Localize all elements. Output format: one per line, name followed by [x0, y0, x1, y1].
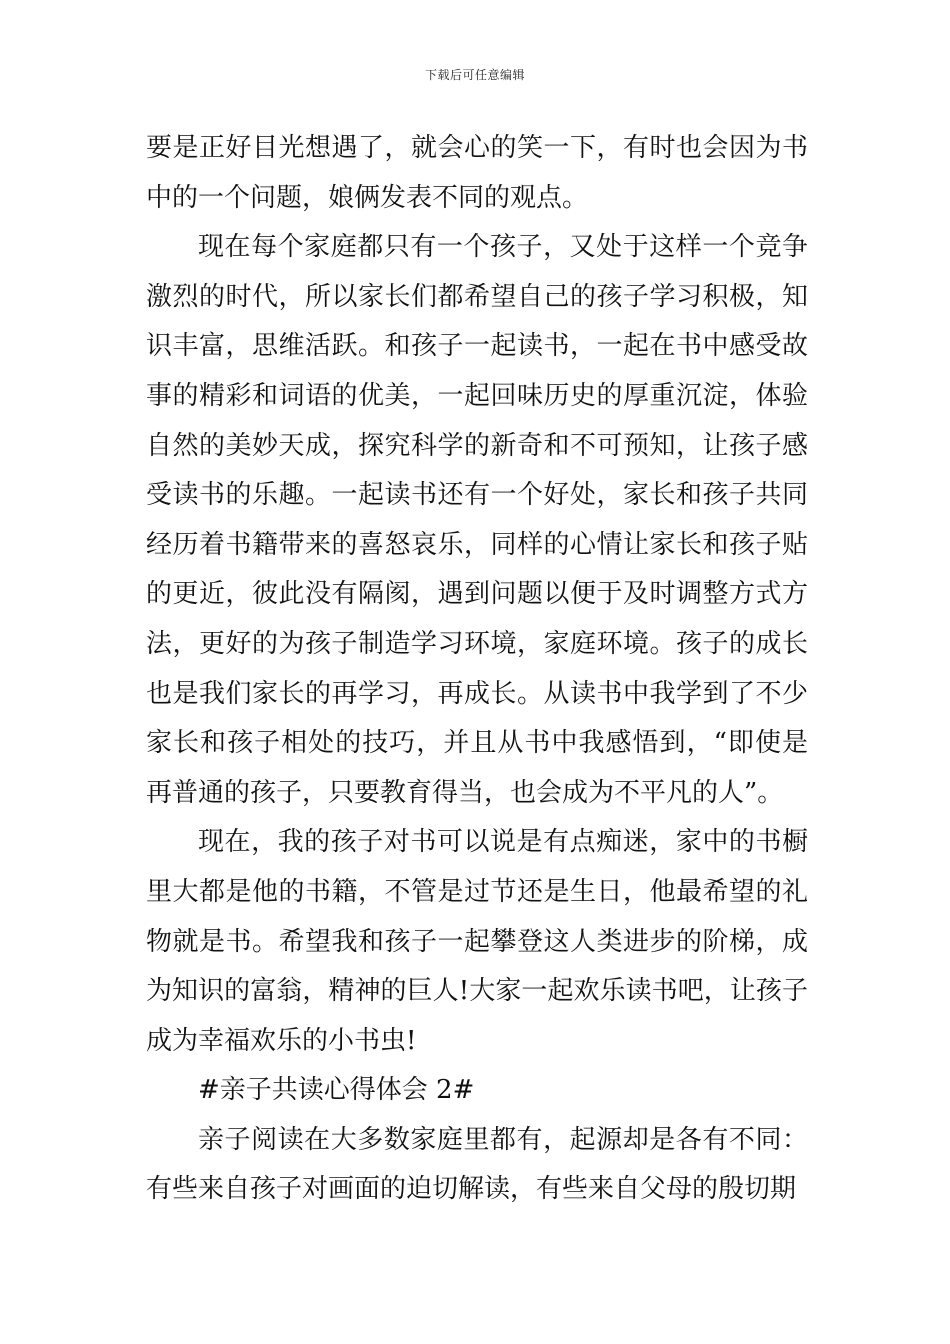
document-body — [146, 124, 808, 1215]
paragraph-3: 现在，我的孩子对书可以说是有点痴迷，家中的书橱里大都是他的书籍，不管是过节还是生日，他最希望的礼物就是书。希望我和孩子一起攀登这人类进步的阶梯，成为知识的富翁，精神的巨人!大家一起欢乐读书吧，让孩子成为幸福欢乐的小书虫! — [146, 827, 808, 1056]
section-heading: #亲子共读心得体会 2# — [198, 1075, 475, 1106]
header-note: 下载后可任意编辑 — [424, 68, 525, 82]
paragraph-4: 亲子阅读在大多数家庭里都有，起源却是各有不同：有些来自孩子对画面的迫切解读，有些来自父母的殷切期 — [146, 1124, 808, 1205]
paragraph-1: 要是正好目光想遇了，就会心的笑一下，有时也会因为书中的一个问题，娘俩发表不同的观点。 — [146, 133, 808, 213]
paragraph-2: 现在每个家庭都只有一个孩子，又处于这样一个竞争激烈的时代，所以家长们都希望自己的孩子学习积极，知识丰富，思维活跃。和孩子一起读书，一起在书中感受故事的精彩和词语的优美，一起回味历史的厚重沉淀，体验自然的美妙天成，探究科学的新奇和不可预知，让孩子感受读书的乐趣。一起读书还有一个好处，家长和孩子共同经历着书籍带来的喜怒哀乐，同样的心情让家长和孩子贴的更近，彼此没有隔阂，遇到问题以便于及时调整方式方法，更好的为孩子制造学习环境，家庭环境。孩子的成长也是我们家长的再学习，再成长。从读书中我学到了不少家长和孩子相处的技巧，并且从书中我感悟到，“即使是再普通的孩子，只要教育得当，也会成为不平凡的人”。 — [146, 232, 808, 808]
